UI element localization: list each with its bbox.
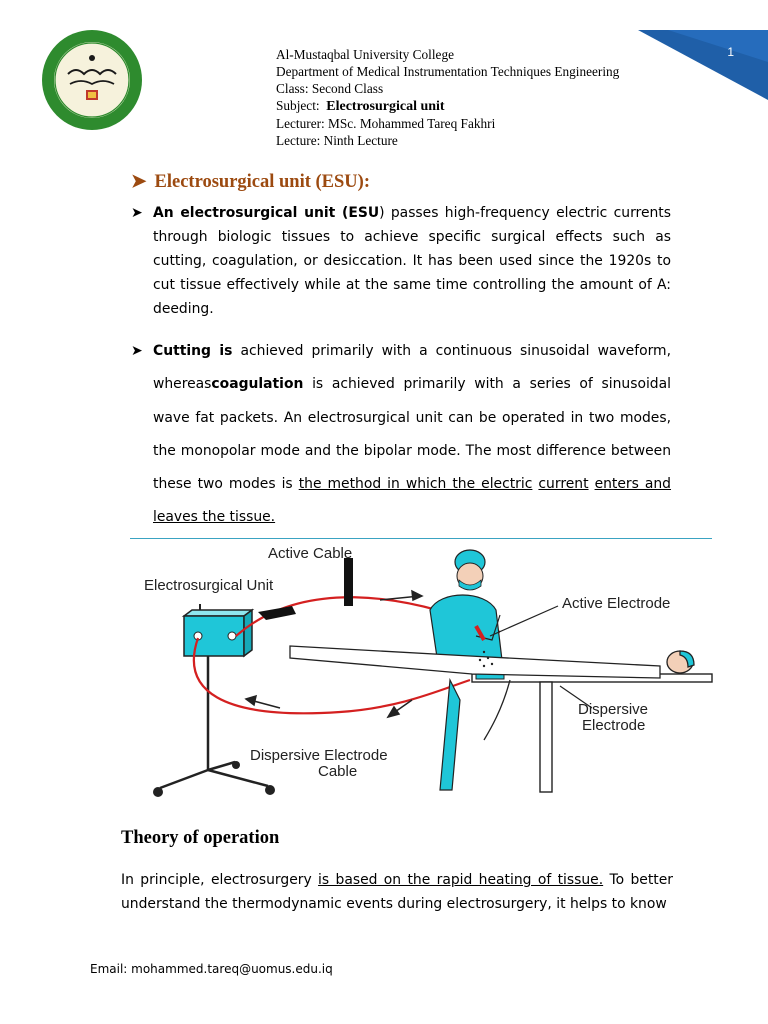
bullet2-underline-2: current <box>538 476 589 493</box>
theory-lead: In principle, electrosurgery <box>121 872 319 888</box>
esu-stand-icon <box>160 656 268 788</box>
theory-underlined: is based on the rapid heating of tissue. <box>318 872 604 888</box>
theory-paragraph <box>121 868 673 916</box>
label-dispersive-1: Dispersive <box>578 701 649 718</box>
class-line: Class: Second Class <box>276 81 384 96</box>
arrow-bullet-icon: ➤ <box>131 172 147 192</box>
page-number: 1 <box>727 45 734 59</box>
department-name: Department of Medical Instrumentation Techniques Engineering <box>276 64 620 79</box>
arrow-bullet-icon: ➤ <box>131 205 143 221</box>
label-active-electrode: Active Electrode <box>562 595 671 612</box>
bullet-cutting-coagulation <box>131 335 671 535</box>
bullet2-text-1: achieved primarily with a continuous sinusoidal waveform, whereas <box>153 343 672 393</box>
label-active-cable: Active Cable <box>268 545 353 562</box>
section-title <box>131 171 370 193</box>
theory-heading: Theory of operation <box>121 828 280 848</box>
section-divider <box>130 538 712 539</box>
college-name: Al-Mustaqbal University College <box>276 47 455 62</box>
esu-setup-figure <box>140 540 720 802</box>
theory-rest: To better understand the thermodynamic events during electrosurgery, it helps to know <box>121 872 673 912</box>
bullet1-lead: An electrosurgical unit (ESU <box>153 205 380 221</box>
footer-email: Email: mohammed.tareq@uomus.edu.iq <box>90 962 333 976</box>
bullet1-text: ) passes high-frequency electric currents through biologic tissues to achieve specific surgical effects such as cutting, coagulation, or desiccation. It has been used since the 1920s to cut tissue effectively while at the same time controlling the amount of A: deeding. <box>153 205 671 317</box>
bullet2-coagulation: coagulation <box>211 376 304 393</box>
lecturer-line: Lecturer: MSc. Mohammed Tareq Fakhri <box>276 116 496 131</box>
label-cable-1: Dispersive Electrode <box>250 747 388 764</box>
section-title-text: Electrosurgical unit (ESU): <box>154 172 370 192</box>
bullet2-text-2: is achieved primarily with a series of sinusoidal wave fat packets. An electrosurgical unit can be operated in two modes, the monopolar mode and the bipolar mode. The most difference between these two modes is <box>153 376 671 493</box>
bullet2-underline-3: enters and leaves the tissue. <box>153 476 672 526</box>
label-dispersive-2: Electrode <box>582 717 646 734</box>
university-seal-icon <box>40 28 144 132</box>
subject-line <box>276 97 619 115</box>
arrow-bullet-icon: ➤ <box>131 343 143 359</box>
bullet2-underline-1: the method in which the electric <box>298 476 533 493</box>
subject-value: Electrosurgical unit <box>326 99 445 114</box>
label-electrosurgical-unit: Electrosurgical Unit <box>144 577 274 594</box>
bullet2-lead: Cutting is <box>153 343 233 359</box>
document-header <box>276 46 619 149</box>
label-cable-2: Cable <box>318 763 358 780</box>
bullet-esu-definition <box>131 201 671 321</box>
subject-label: Subject: <box>276 98 320 113</box>
lecture-line: Lecture: Ninth Lecture <box>276 133 398 148</box>
operating-table-icon <box>440 664 712 792</box>
